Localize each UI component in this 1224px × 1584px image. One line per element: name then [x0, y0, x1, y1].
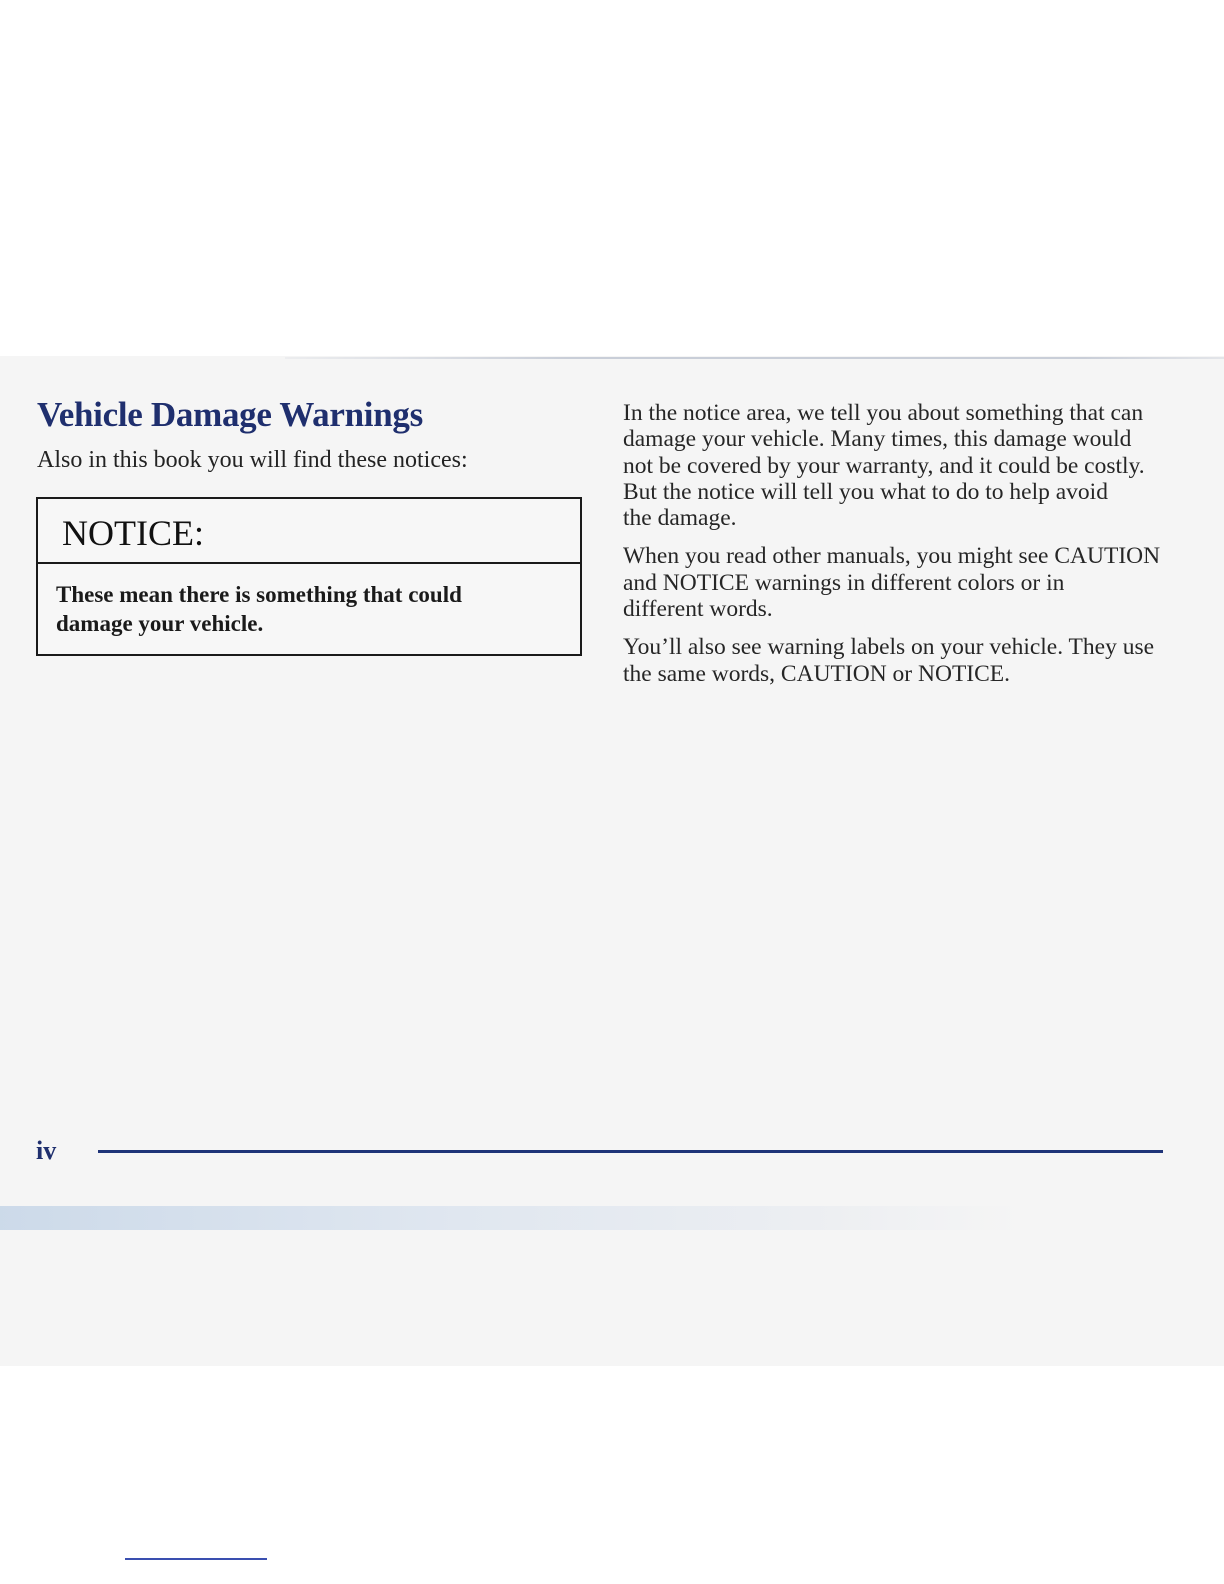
paragraph-notice-area — [623, 400, 1183, 531]
text-line: and NOTICE warnings in different colors or in — [623, 569, 1065, 596]
notice-body-line: These mean there is something that could — [56, 582, 462, 607]
top-divider — [285, 357, 1224, 359]
footer-rule — [98, 1150, 1163, 1153]
notice-title: NOTICE: — [62, 513, 204, 553]
intro-text: Also in this book you will find these notices: — [37, 447, 468, 473]
notice-body-line: damage your vehicle. — [56, 611, 264, 636]
notice-body — [56, 580, 462, 638]
notice-box — [36, 497, 582, 656]
paragraph-other-manuals — [623, 543, 1183, 622]
right-column — [623, 400, 1183, 699]
text-line: different words. — [623, 596, 773, 623]
link-underline — [125, 1558, 267, 1560]
text-line: You’ll also see warning labels on your vehicle. They use — [623, 634, 1155, 661]
text-line: In the notice area, we tell you about something that can — [623, 400, 1144, 426]
text-line: not be covered by your warranty, and it could be costly. — [623, 452, 1145, 479]
text-line: the same words, CAUTION or NOTICE. — [623, 660, 1011, 687]
text-line: damage your vehicle. Many times, this damage would — [623, 426, 1132, 453]
text-line: When you read other manuals, you might see CAUTION — [623, 543, 1161, 570]
page-heading: Vehicle Damage Warnings — [37, 395, 423, 434]
scan-edge-band — [0, 1206, 1020, 1230]
text-line: But the notice will tell you what to do to help avoid — [623, 478, 1108, 505]
notice-header — [38, 499, 580, 564]
paragraph-warning-labels — [623, 634, 1183, 687]
text-line: the damage. — [623, 505, 737, 532]
page-number: iv — [36, 1136, 57, 1165]
